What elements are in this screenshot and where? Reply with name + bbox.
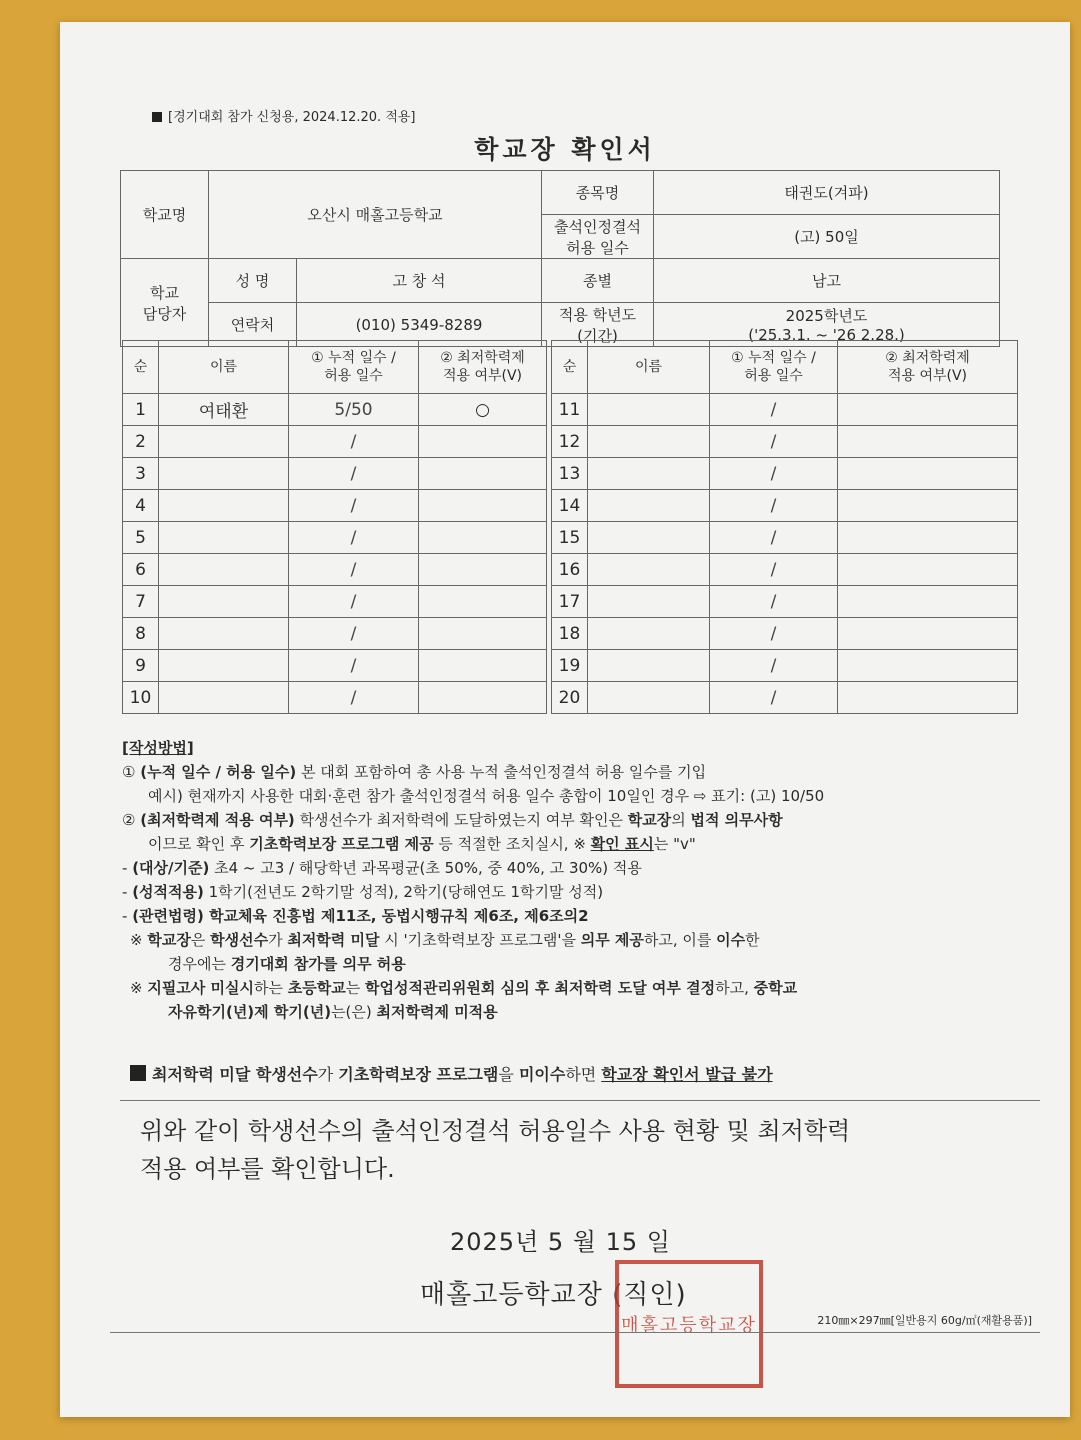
cell-name [588, 458, 710, 490]
cell-no: 15 [552, 522, 588, 554]
checkbox-bullet-icon [130, 1065, 146, 1081]
cell-apply [419, 586, 547, 618]
cell-days: / [289, 490, 419, 522]
cell-apply [419, 490, 547, 522]
cell-no: 11 [552, 394, 588, 426]
gender-value: 남고 [654, 259, 1000, 303]
cell-name [159, 618, 289, 650]
cell-apply [838, 458, 1018, 490]
cell-no: 1 [123, 394, 159, 426]
table-row [123, 394, 1018, 426]
cell-days: / [289, 618, 419, 650]
cell-name: 여태환 [159, 394, 289, 426]
cell-name [159, 490, 289, 522]
page-title: 학교장 확인서 [474, 135, 656, 164]
year-label: 적용 학년도 (기간) [542, 303, 654, 347]
cell-no: 7 [123, 586, 159, 618]
cell-days: / [710, 490, 838, 522]
cell-no: 12 [552, 426, 588, 458]
table-row [123, 458, 1018, 490]
square-bullet-icon [152, 112, 162, 122]
cell-days: / [710, 650, 838, 682]
info-table [120, 170, 1000, 347]
signer: 매홀고등학교장 (직인) [420, 1280, 687, 1310]
instruction-line: 이므로 확인 후 기초학력보장 프로그램 제공 등 적절한 조치실시, ※ 확인 표시는 "v" [148, 835, 696, 853]
cell-days: / [710, 394, 838, 426]
cell-days: / [710, 554, 838, 586]
col-no-left: 순 [123, 341, 159, 394]
name-label: 성 명 [209, 259, 297, 303]
cell-name [588, 586, 710, 618]
cell-days: / [710, 426, 838, 458]
cell-apply [419, 522, 547, 554]
cell-apply: ○ [419, 394, 547, 426]
cell-no: 8 [123, 618, 159, 650]
contact-value: (010) 5349-8289 [297, 303, 542, 347]
col-apply-left: ② 최저학력제 적용 여부(V) [419, 341, 547, 394]
cell-no: 14 [552, 490, 588, 522]
cell-days: / [289, 554, 419, 586]
confirmation-statement: 위와 같이 학생선수의 출석인정결석 허용일수 사용 현황 및 최저학력 적용 여부를 확인합니다. [140, 1117, 851, 1183]
cell-apply [838, 682, 1018, 714]
cell-apply [419, 458, 547, 490]
cell-no: 9 [123, 650, 159, 682]
cell-apply [838, 394, 1018, 426]
roster-body [123, 394, 1018, 714]
cell-name [159, 682, 289, 714]
cell-days: / [710, 522, 838, 554]
school-value: 오산시 매홀고등학교 [209, 171, 542, 259]
cell-name [588, 522, 710, 554]
cell-apply [838, 650, 1018, 682]
cell-days: / [289, 682, 419, 714]
cell-days: / [289, 586, 419, 618]
cell-name [588, 490, 710, 522]
cell-name [159, 426, 289, 458]
cell-no: 6 [123, 554, 159, 586]
table-row [123, 426, 1018, 458]
table-row [123, 586, 1018, 618]
cell-name [159, 522, 289, 554]
school-label: 학교명 [121, 171, 209, 259]
contact-label: 연락처 [209, 303, 297, 347]
document-page [60, 22, 1070, 1417]
cell-name [159, 650, 289, 682]
cell-apply [838, 554, 1018, 586]
instruction-line: ① (누적 일수 / 허용 일수) 본 대회 포함하여 총 사용 누적 출석인정결석 허용 일수를 기입 [122, 763, 707, 781]
cell-days: / [710, 618, 838, 650]
roster-table [122, 340, 1018, 714]
instruction-line: - (관련법령) 학교체육 진흥법 제11조, 동법시행규칙 제6조, 제6조의2 [122, 907, 589, 925]
manager-label: 학교 담당자 [121, 259, 209, 347]
col-name-right: 이름 [588, 341, 710, 394]
cell-apply [838, 586, 1018, 618]
cell-days: / [289, 426, 419, 458]
cell-no: 13 [552, 458, 588, 490]
event-label: 종목명 [542, 171, 654, 215]
divider [110, 1332, 1040, 1333]
cell-apply [838, 490, 1018, 522]
cell-no: 20 [552, 682, 588, 714]
instructions [122, 736, 1022, 1024]
instruction-line: ② (최저학력제 적용 여부) 학생선수가 최저학력에 도달하였는지 여부 확인은 학교장의 법적 의무사항 [122, 811, 783, 829]
cell-days: / [710, 682, 838, 714]
col-apply-right: ② 최저학력제 적용 여부(V) [838, 341, 1018, 394]
warning-note: 최저학력 미달 학생선수가 기초학력보장 프로그램을 미이수하면 학교장 확인서 발급 불가 [130, 1062, 773, 1085]
cell-apply [419, 554, 547, 586]
cell-no: 3 [123, 458, 159, 490]
table-row [123, 682, 1018, 714]
cell-name [588, 650, 710, 682]
cell-days: / [289, 650, 419, 682]
header-note: [경기대회 참가 신청용, 2024.12.20. 적용] [152, 106, 416, 125]
cell-days: / [289, 522, 419, 554]
cell-days: / [710, 586, 838, 618]
col-days-right: ① 누적 일수 / 허용 일수 [710, 341, 838, 394]
instruction-line: 자유학기(년)제 학기(년)는(은) 최저학력제 미적용 [168, 1003, 498, 1021]
paper-spec: 210㎜×297㎜[일반용지 60g/㎡(재활용품)] [817, 1314, 1032, 1327]
cell-apply [419, 682, 547, 714]
attendance-value: (고) 50일 [654, 215, 1000, 259]
cell-name [159, 586, 289, 618]
cell-name [588, 394, 710, 426]
attendance-label: 출석인정결석 허용 일수 [542, 215, 654, 259]
cell-days: / [289, 458, 419, 490]
cell-apply [838, 426, 1018, 458]
name-value: 고 창 석 [297, 259, 542, 303]
instruction-line: - (대상/기준) 초4 ~ 고3 / 해당학년 과목평균(초 50%, 중 40%, 고 30%) 적용 [122, 859, 642, 877]
cell-no: 16 [552, 554, 588, 586]
cell-days: / [710, 458, 838, 490]
cell-no: 19 [552, 650, 588, 682]
instruction-line: - (성적적용) 1학기(전년도 2학기말 성적), 2학기(당해연도 1학기말 성적) [122, 883, 604, 901]
table-row [123, 618, 1018, 650]
cell-no: 5 [123, 522, 159, 554]
table-row [123, 522, 1018, 554]
divider [120, 1100, 1040, 1101]
cell-no: 2 [123, 426, 159, 458]
instruction-line: 예시) 현재까지 사용한 대회·훈련 참가 출석인정결석 허용 일수 총합이 10일인 경우 ⇨ 표기: (고) 10/50 [148, 787, 825, 805]
col-days-left: ① 누적 일수 / 허용 일수 [289, 341, 419, 394]
issue-date: 2025년 5 월 15 일 [450, 1228, 671, 1256]
cell-no: 10 [123, 682, 159, 714]
cell-no: 17 [552, 586, 588, 618]
cell-apply [419, 426, 547, 458]
cell-name [588, 618, 710, 650]
cell-name [588, 426, 710, 458]
cell-days: 5/50 [289, 394, 419, 426]
instruction-line: ※ 학교장은 학생선수가 최저학력 미달 시 '기초학력보장 프로그램'을 의무 제공하고, 이를 이수한 [130, 931, 760, 949]
table-row [123, 650, 1018, 682]
cell-apply [838, 618, 1018, 650]
cell-apply [419, 618, 547, 650]
table-row [123, 554, 1018, 586]
year-value: 2025학년도 ('25.3.1. ~ '26 2.28.) [654, 303, 1000, 347]
cell-name [159, 554, 289, 586]
instruction-line: ※ 지필고사 미실시하는 초등학교는 학업성적관리위원회 심의 후 최저학력 도달 여부 결정하고, 중학교 [130, 979, 798, 997]
cell-apply [419, 650, 547, 682]
cell-name [159, 458, 289, 490]
cell-name [588, 554, 710, 586]
official-seal: 매홀고등학교장 [615, 1260, 763, 1388]
event-value: 태권도(겨파) [654, 171, 1000, 215]
cell-no: 4 [123, 490, 159, 522]
table-row [123, 490, 1018, 522]
col-name-left: 이름 [159, 341, 289, 394]
cell-apply [838, 522, 1018, 554]
instruction-line: 경우에는 경기대회 참가를 의무 허용 [168, 955, 406, 973]
cell-name [588, 682, 710, 714]
instructions-heading: [작성방법] [122, 739, 194, 757]
cell-no: 18 [552, 618, 588, 650]
gender-label: 종별 [542, 259, 654, 303]
col-no-right: 순 [552, 341, 588, 394]
